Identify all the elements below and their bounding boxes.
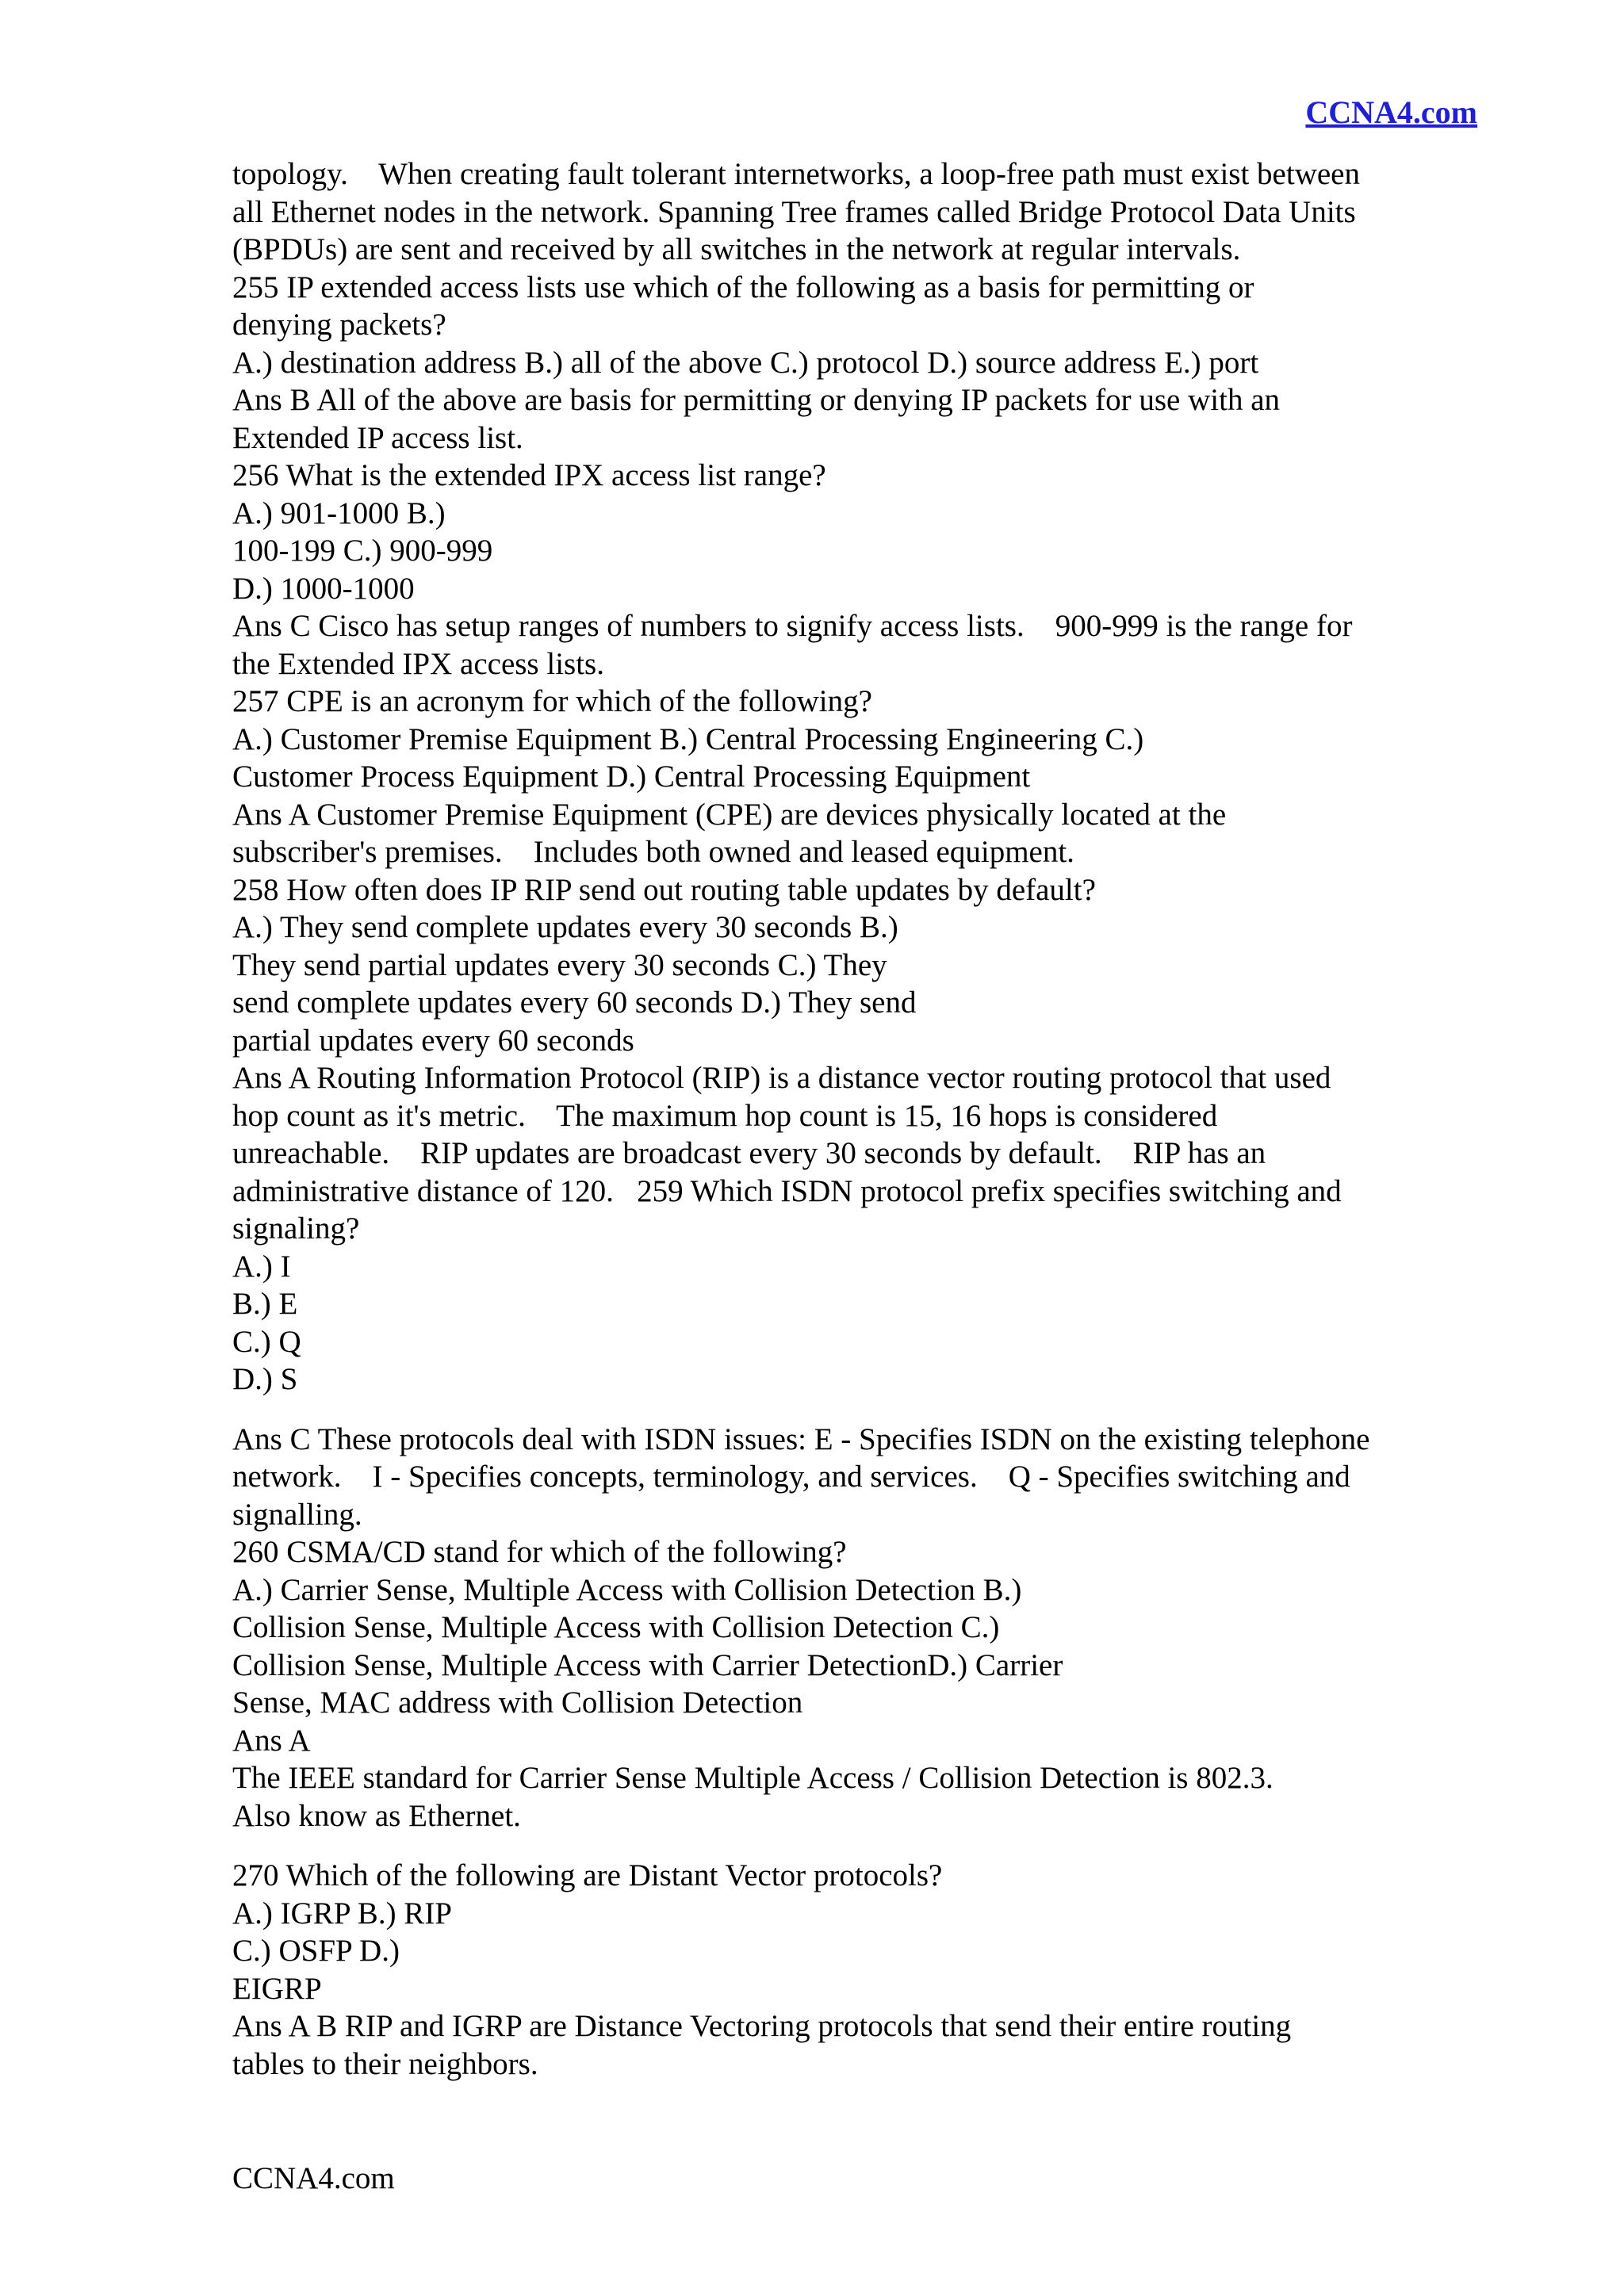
paragraph-gap	[232, 1399, 1485, 1421]
text-line: hop count as it's metric. The maximum hop count is 15, 16 hops is considered	[232, 1098, 1218, 1133]
options-260: A.) Carrier Sense, Multiple Access with Collision Detection B.)	[232, 1572, 1022, 1607]
text-line: topology. When creating fault tolerant internetworks, a loop-free path must exist between	[232, 157, 1360, 191]
text-line: subscriber's premises. Includes both owned and leased equipment.	[232, 835, 1074, 869]
options-257: A.) Customer Premise Equipment B.) Central Processing Engineering C.)	[232, 721, 1144, 756]
text-line: Customer Process Equipment D.) Central Processing Equipment	[232, 760, 1031, 794]
text-line: send complete updates every 60 seconds D.) They send	[232, 985, 917, 1020]
paragraph-gap	[232, 1835, 1485, 1857]
block-2	[232, 1421, 1485, 1835]
text-line: Collision Sense, Multiple Access with Carrier DetectionD.) Carrier	[232, 1647, 1063, 1682]
text-line: D.) 1000-1000	[232, 571, 415, 606]
answer-260: Ans A	[232, 1723, 311, 1758]
page-content	[232, 155, 1485, 2083]
header-site-link[interactable]: CCNA4.com	[1305, 94, 1477, 130]
block-3	[232, 1857, 1485, 2083]
text-line: They send partial updates every 30 seconds C.) They	[232, 947, 887, 982]
footer-site-name: CCNA4.com	[232, 2161, 395, 2195]
options-270: A.) IGRP B.) RIP	[232, 1896, 452, 1931]
question-258: 258 How often does IP RIP send out routing table updates by default?	[232, 872, 1096, 907]
answer-258: Ans A Routing Information Protocol (RIP) is a distance vector routing protocol that used	[232, 1061, 1331, 1095]
text-line: Sense, MAC address with Collision Detection	[232, 1686, 803, 1720]
answer-255: Ans B All of the above are basis for permitting or denying IP packets for use with an	[232, 383, 1281, 417]
answer-256: Ans C Cisco has setup ranges of numbers to signify access lists. 900-999 is the range for	[232, 609, 1353, 643]
question-260: 260 CSMA/CD stand for which of the following?	[232, 1535, 847, 1569]
text-line: tables to their neighbors.	[232, 2046, 538, 2081]
question-270: 270 Which of the following are Distant Vector protocols?	[232, 1858, 943, 1892]
option-259-a: A.) I	[232, 1249, 291, 1284]
text-line: the Extended IPX access lists.	[232, 646, 604, 681]
answer-257: Ans A Customer Premise Equipment (CPE) are devices physically located at the	[232, 797, 1227, 832]
text-line: unreachable. RIP updates are broadcast every 30 seconds by default. RIP has an	[232, 1136, 1266, 1170]
text-line: EIGRP	[232, 1971, 322, 2006]
options-258: A.) They send complete updates every 30 seconds B.)	[232, 910, 898, 944]
text-line: signaling?	[232, 1211, 360, 1246]
option-259-c: C.) Q	[232, 1324, 301, 1359]
text-line: partial updates every 60 seconds	[232, 1023, 634, 1058]
question-259: administrative distance of 120. 259 Which ISDN protocol prefix specifies switching and	[232, 1173, 1342, 1208]
text-line: Extended IP access list.	[232, 420, 523, 455]
options-256: A.) 901-1000 B.)	[232, 496, 446, 530]
option-259-b: B.) E	[232, 1287, 298, 1321]
question-256: 256 What is the extended IPX access list range?	[232, 458, 826, 492]
block-1	[232, 155, 1485, 1399]
text-line: The IEEE standard for Carrier Sense Multiple Access / Collision Detection is 802.3.	[232, 1761, 1274, 1795]
answer-270: Ans A B RIP and IGRP are Distance Vectoring protocols that send their entire routing	[232, 2009, 1292, 2043]
question-257: 257 CPE is an acronym for which of the following?	[232, 684, 872, 718]
option-259-d: D.) S	[232, 1362, 298, 1396]
text-line: Also know as Ethernet.	[232, 1798, 521, 1833]
options-255: A.) destination address B.) all of the above C.) protocol D.) source address E.) port	[232, 345, 1259, 380]
text-line: all Ethernet nodes in the network. Spanning Tree frames called Bridge Protocol Data Units	[232, 194, 1356, 229]
text-line: signalling.	[232, 1497, 362, 1532]
question-255: 255 IP extended access lists use which of the following as a basis for permitting or	[232, 270, 1254, 304]
text-line: C.) OSFP D.)	[232, 1934, 400, 1968]
text-line: denying packets?	[232, 308, 446, 342]
answer-259: Ans C These protocols deal with ISDN issues: E - Specifies ISDN on the existing telephone	[232, 1422, 1370, 1456]
text-line: Collision Sense, Multiple Access with Collision Detection C.)	[232, 1610, 1000, 1644]
text-line: network. I - Specifies concepts, terminology, and services. Q - Specifies switching and	[232, 1460, 1350, 1494]
text-line: 100-199 C.) 900-999	[232, 534, 493, 568]
text-line: (BPDUs) are sent and received by all switches in the network at regular intervals.	[232, 232, 1241, 266]
